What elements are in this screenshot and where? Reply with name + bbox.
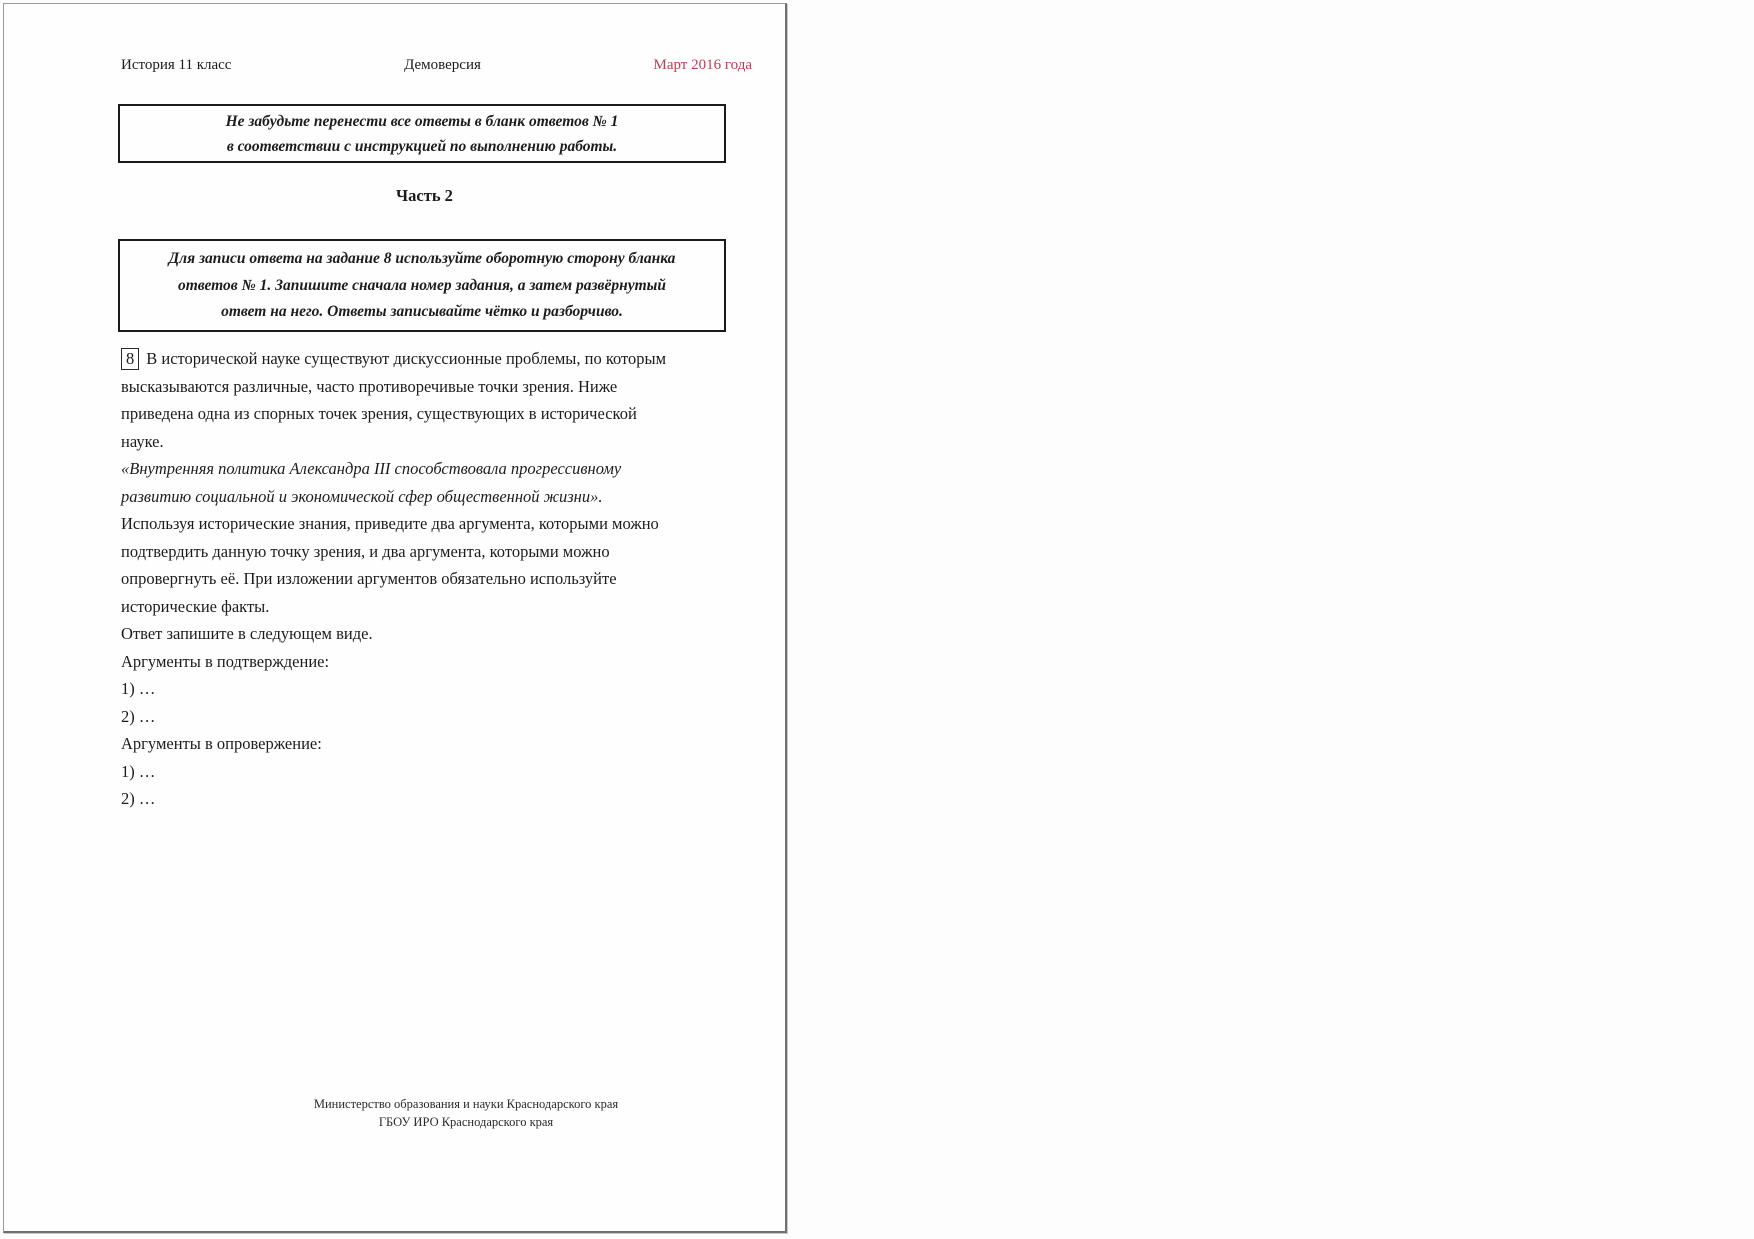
task-quote-line: «Внутренняя политика Александра III способствовала прогрессивному <box>121 459 622 478</box>
question-number-box: 8 <box>121 348 139 370</box>
footer-ministry-line: Министерство образования и науки Краснодарского края <box>313 1097 619 1111</box>
task-line: исторические факты. <box>121 596 270 616</box>
task-line: подтвердить данную точку зрения, и два аргумента, которыми можно <box>121 541 610 561</box>
footer-institute-line: ГБОУ ИРО Краснодарского края <box>378 1114 554 1129</box>
notice2-line3: ответ на него. Ответы записывайте чётко и разборчиво. <box>221 303 623 320</box>
task-line: опровергнуть её. При изложении аргументов обязательно используйте <box>121 569 617 588</box>
page-header <box>121 57 752 74</box>
part-title: Часть 2 <box>396 186 453 205</box>
task-line: приведена одна из спорных точек зрения, существующих в исторической <box>121 404 637 423</box>
task-8 <box>121 345 741 813</box>
notice1-line1: Не забудьте перенести все ответы в бланк ответов № 1 <box>225 113 619 130</box>
task-line <box>121 345 741 373</box>
task-line: высказываются различные, часто противоречивые точки зрения. Ниже <box>121 376 618 396</box>
argument-placeholder: 1) … <box>121 679 156 698</box>
transfer-answers-notice-box <box>118 104 726 163</box>
argument-placeholder: 1) … <box>121 761 156 781</box>
header-subject: История 11 класс <box>121 57 232 73</box>
header-version: Демоверсия <box>404 57 481 73</box>
arguments-pro-label: Аргументы в подтверждение: <box>121 651 330 671</box>
task-line-text: В исторической науке существуют дискуссионные проблемы, по которым <box>146 349 667 368</box>
notice2-line1: Для записи ответа на задание 8 используйте оборотную сторону бланка <box>168 250 676 267</box>
task8-answer-sheet-notice-box <box>118 239 726 332</box>
page-footer <box>121 1096 787 1131</box>
task-line: науке. <box>121 431 164 451</box>
argument-placeholder: 2) … <box>121 789 156 808</box>
task-quote-line: развитию социальной и экономической сфер общественной жизни». <box>121 486 603 506</box>
task-line: Ответ запишите в следующем виде. <box>121 624 373 643</box>
arguments-con-label: Аргументы в опровержение: <box>121 734 322 753</box>
notice2-line2: ответов № 1. Запишите сначала номер задания, а затем развёрнутый <box>177 276 667 294</box>
task-line: Используя исторические знания, приведите два аргумента, которыми можно <box>121 514 659 533</box>
notice1-line2: в соответствии с инструкцией по выполнению работы. <box>226 138 618 155</box>
document-page <box>3 3 787 1233</box>
argument-placeholder: 2) … <box>121 706 156 726</box>
header-date: Март 2016 года <box>653 57 752 73</box>
